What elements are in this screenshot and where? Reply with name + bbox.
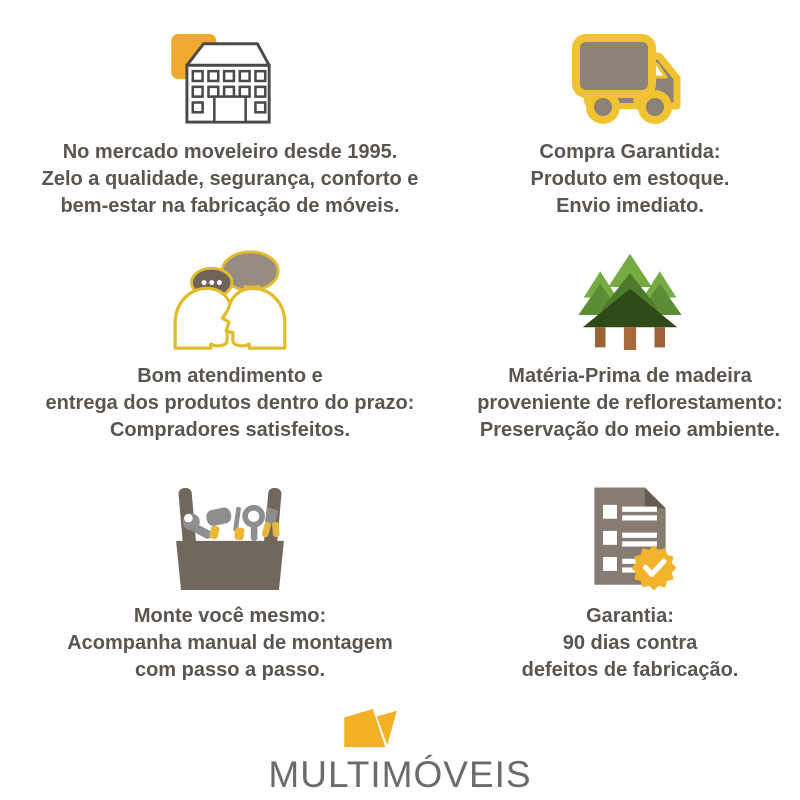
feature-guaranteed-purchase bbox=[460, 0, 800, 224]
feature-market-experience bbox=[0, 0, 460, 224]
feature-self-assembly bbox=[0, 452, 460, 688]
brand-footer bbox=[0, 706, 800, 795]
feature-text-line: bem-estar na fabricação de móveis. bbox=[60, 195, 400, 217]
feature-text-line: Acompanha manual de montagem bbox=[67, 632, 393, 654]
feature-text-line: proveniente de reflorestamento: bbox=[477, 392, 783, 414]
toolbox-icon bbox=[168, 484, 292, 590]
feature-text-line: defeitos de fabricação. bbox=[521, 659, 739, 681]
feature-text bbox=[46, 363, 415, 444]
feature-text-line: No mercado moveleiro desde 1995. bbox=[62, 141, 398, 163]
feature-raw-material bbox=[460, 224, 800, 452]
feature-text bbox=[67, 603, 393, 684]
people-chat-icon bbox=[167, 254, 293, 350]
feature-customer-service bbox=[0, 224, 460, 452]
feature-text-line: com passo a passo. bbox=[134, 659, 326, 681]
feature-text-line: Bom atendimento e bbox=[137, 365, 323, 387]
feature-text bbox=[522, 603, 739, 684]
multimoveis-logo-mark bbox=[342, 706, 400, 755]
feature-text-line: Envio imediato. bbox=[556, 195, 704, 217]
brand-name: MULTIMÓVEIS bbox=[268, 754, 532, 795]
feature-text bbox=[477, 363, 783, 444]
building-icon bbox=[171, 32, 289, 126]
feature-text-line: Produto em estoque. bbox=[530, 168, 730, 190]
feature-text-line: Compradores satisfeitos. bbox=[109, 419, 351, 441]
feature-warranty bbox=[460, 452, 800, 688]
feature-text-line: Preservação do meio ambiente. bbox=[479, 419, 781, 441]
delivery-truck-icon bbox=[569, 32, 691, 126]
feature-text-line: Zelo a qualidade, segurança, conforto e bbox=[41, 168, 419, 190]
feature-text-line: Compra Garantida: bbox=[539, 141, 721, 163]
pine-trees-icon bbox=[572, 254, 688, 350]
feature-text bbox=[531, 139, 730, 220]
feature-text-line: Matéria-Prima de madeira bbox=[508, 365, 752, 387]
feature-text-line: 90 dias contra bbox=[562, 632, 698, 654]
feature-text-line: entrega dos produtos dentro do prazo: bbox=[45, 392, 415, 414]
feature-text bbox=[42, 139, 419, 220]
warranty-document-icon bbox=[578, 484, 682, 590]
feature-text-line: Monte você mesmo: bbox=[133, 605, 327, 627]
feature-text-line: Garantia: bbox=[586, 605, 674, 627]
